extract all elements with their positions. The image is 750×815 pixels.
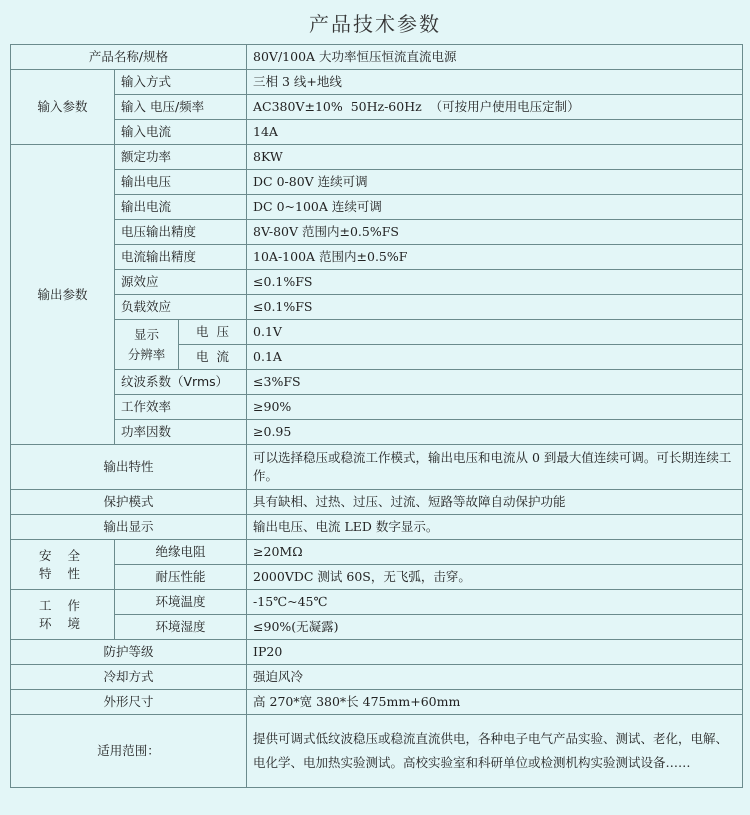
group-label-environment: [11, 590, 115, 640]
spec-label: 绝缘电阻: [115, 540, 247, 565]
group-label-safety: [11, 540, 115, 590]
table-row: [11, 640, 743, 665]
table-row: [11, 70, 743, 95]
table-row: [11, 445, 743, 490]
spec-value: DC 0~100A 连续可调: [247, 195, 743, 220]
spec-label: 产品名称/规格: [11, 45, 247, 70]
table-row: [11, 420, 743, 445]
spec-label: 保护模式: [11, 490, 247, 515]
spec-label: 输出电压: [115, 170, 247, 195]
spec-value: 2000VDC 测试 60S，无飞弧，击穿。: [247, 565, 743, 590]
environment-label-line2: 环 境: [39, 615, 86, 631]
spec-value: ≥20MΩ: [247, 540, 743, 565]
spec-label: 电 压: [179, 320, 247, 345]
spec-label: 电压输出精度: [115, 220, 247, 245]
table-row: [11, 295, 743, 320]
spec-label: 输出特性: [11, 445, 247, 490]
table-row: [11, 615, 743, 640]
spec-label: 电 流: [179, 345, 247, 370]
spec-value: 具有缺相、过热、过压、过流、短路等故障自动保护功能: [247, 490, 743, 515]
spec-label: 负载效应: [115, 295, 247, 320]
spec-label: 输入电流: [115, 120, 247, 145]
table-row: [11, 270, 743, 295]
spec-label: 输出电流: [115, 195, 247, 220]
spec-label: 输入 电压/频率: [115, 95, 247, 120]
spec-value: 输出电压、电流 LED 数字显示。: [247, 515, 743, 540]
spec-label: 电流输出精度: [115, 245, 247, 270]
spec-value: 10A-100A 范围内±0.5%F: [247, 245, 743, 270]
table-row: [11, 715, 743, 788]
spec-value: AC380V±10% 50Hz-60Hz （可按用户使用电压定制）: [247, 95, 743, 120]
spec-value: 高 270*宽 380*长 475mm+60mm: [247, 690, 743, 715]
spec-value: ≥90%: [247, 395, 743, 420]
spec-value: ≤0.1%FS: [247, 295, 743, 320]
spec-value: 14A: [247, 120, 743, 145]
spec-value: ≤3%FS: [247, 370, 743, 395]
table-row: [11, 565, 743, 590]
table-row: [11, 395, 743, 420]
spec-value: 8KW: [247, 145, 743, 170]
table-row: [11, 170, 743, 195]
spec-label: 外形尺寸: [11, 690, 247, 715]
table-row: [11, 45, 743, 70]
spec-value: 可以选择稳压或稳流工作模式，输出电压和电流从 0 到最大值连续可调。可长期连续工作。: [247, 445, 743, 490]
table-row: [11, 540, 743, 565]
spec-value: 三相 3 线+地线: [247, 70, 743, 95]
spec-label: 适用范围：: [11, 715, 247, 788]
spec-label: 工作效率: [115, 395, 247, 420]
spec-label: 耐压性能: [115, 565, 247, 590]
table-row: [11, 490, 743, 515]
spec-value: ≤0.1%FS: [247, 270, 743, 295]
spec-value: 0.1A: [247, 345, 743, 370]
spec-label: 环境湿度: [115, 615, 247, 640]
table-row: [11, 195, 743, 220]
spec-value: 0.1V: [247, 320, 743, 345]
resolution-label-line1: 显示: [133, 326, 159, 342]
spec-label: 输入方式: [115, 70, 247, 95]
table-row: [11, 320, 743, 345]
spec-value: IP20: [247, 640, 743, 665]
table-row: [11, 515, 743, 540]
spec-value: ≤90%(无凝露): [247, 615, 743, 640]
spec-value: 提供可调式低纹波稳压或稳流直流供电，各种电子电气产品实验、测试、老化，电解、电化学、电加热实验测试。高校实验室和科研单位或检测机构实验测试设备……: [247, 715, 743, 788]
table-row: [11, 245, 743, 270]
table-row: [11, 590, 743, 615]
spec-label: 额定功率: [115, 145, 247, 170]
table-row: [11, 690, 743, 715]
spec-label: 纹波系数（Vrms）: [115, 370, 247, 395]
group-label-input: 输入参数: [11, 70, 115, 145]
spec-label: 功率因数: [115, 420, 247, 445]
group-label-output: 输出参数: [11, 145, 115, 445]
spec-label: 防护等级: [11, 640, 247, 665]
safety-label-line1: 安 全: [39, 547, 86, 563]
resolution-label-line2: 分辨率: [127, 346, 166, 362]
spec-value: DC 0-80V 连续可调: [247, 170, 743, 195]
spec-label: 输出显示: [11, 515, 247, 540]
safety-label-line2: 特 性: [39, 565, 86, 581]
table-row: [11, 665, 743, 690]
table-row: [11, 220, 743, 245]
spec-label: 源效应: [115, 270, 247, 295]
spec-value: 强迫风冷: [247, 665, 743, 690]
page-title: 产品技术参数: [309, 12, 441, 36]
table-row: [11, 120, 743, 145]
resolution-label: [115, 320, 179, 370]
spec-table: [10, 44, 743, 788]
table-row: [11, 370, 743, 395]
spec-label: 环境温度: [115, 590, 247, 615]
spec-value: 8V-80V 范围内±0.5%FS: [247, 220, 743, 245]
spec-label: 冷却方式: [11, 665, 247, 690]
spec-value: ≥0.95: [247, 420, 743, 445]
environment-label-line1: 工 作: [39, 597, 86, 613]
table-row: [11, 95, 743, 120]
spec-value: 80V/100A 大功率恒压恒流直流电源: [247, 45, 743, 70]
spec-value: -15℃~45℃: [247, 590, 743, 615]
table-row: [11, 145, 743, 170]
